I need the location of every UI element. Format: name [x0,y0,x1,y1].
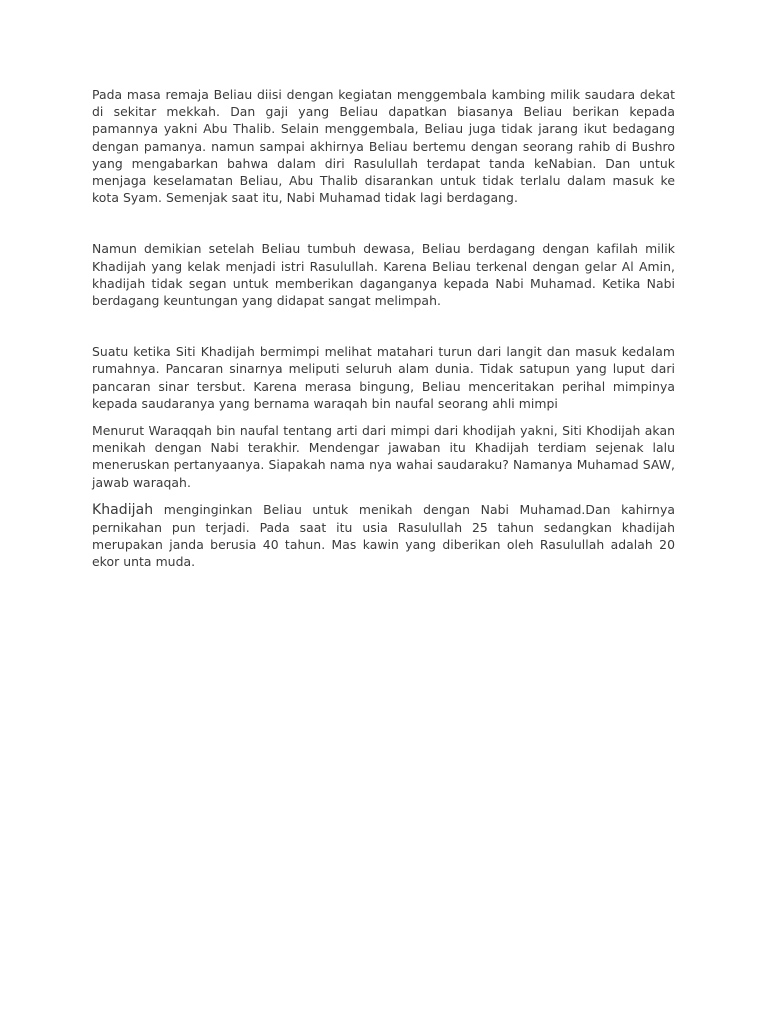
paragraph-5-body: menginginkan Beliau untuk menikah dengan Nabi Muhamad.Dan kahirnya pernikahan pun terjadi. Pada saat itu usia Rasulullah 25 tahun sedangkan khadijah merupakan janda berusia 40 tahun. Mas kawin yang diberikan oleh Rasulullah adalah 20 ekor unta muda. [92,501,675,570]
document-page [92,86,675,571]
paragraph-5-lead-word: Khadijah [92,501,154,518]
paragraph-3: Suatu ketika Siti Khadijah bermimpi melihat matahari turun dari langit dan masuk kedalam rumahnya. Pancaran sinarnya meliputi seluruh alam dunia. Tidak satupun yang luput dari pancaran sinar tersbut. Karena merasa bingung, Beliau menceritakan perihal mimpinya kepada saudaranya yang bernama waraqah bin naufal seorang ahli mimpi [92,344,675,411]
paragraph-2: Namun demikian setelah Beliau tumbuh dewasa, Beliau berdagang dengan kafilah milik Khadijah yang kelak menjadi istri Rasulullah. Karena Beliau terkenal dengan gelar Al Amin, khadijah tidak segan untuk memberikan daganganya kepada Nabi Muhamad. Ketika Nabi berdagang keuntungan yang didapat sangat melimpah. [92,241,675,309]
paragraph-5 [92,501,675,571]
paragraph-4: Menurut Waraqqah bin naufal tentang arti dari mimpi dari khodijah yakni, Siti Khodijah akan menikah dengan Nabi terakhir. Mendengar jawaban itu Khadijah terdiam sejenak lalu meneruskan pertanyaanya. Siapakah nama nya wahai saudaraku? Namanya Muhamad SAW, jawab waraqah. [92,423,675,490]
paragraph-1: Pada masa remaja Beliau diisi dengan kegiatan menggembala kambing milik saudara dekat di sekitar mekkah. Dan gaji yang Beliau dapatkan biasanya Beliau berikan kepada pamannya yakni Abu Thalib. Selain menggembala, Beliau juga tidak jarang ikut bedagang dengan pamanya. namun sampai akhirnya Beliau bertemu dengan seorang rahib di Bushro yang mengabarkan bahwa dalam diri Rasulullah terdapat tanda keNabian. Dan untuk menjaga keselamatan Beliau, Abu Thalib disarankan untuk tidak terlalu dalam masuk ke kota Syam. Semenjak saat itu, Nabi Muhamad tidak lagi berdagang. [92,87,675,206]
